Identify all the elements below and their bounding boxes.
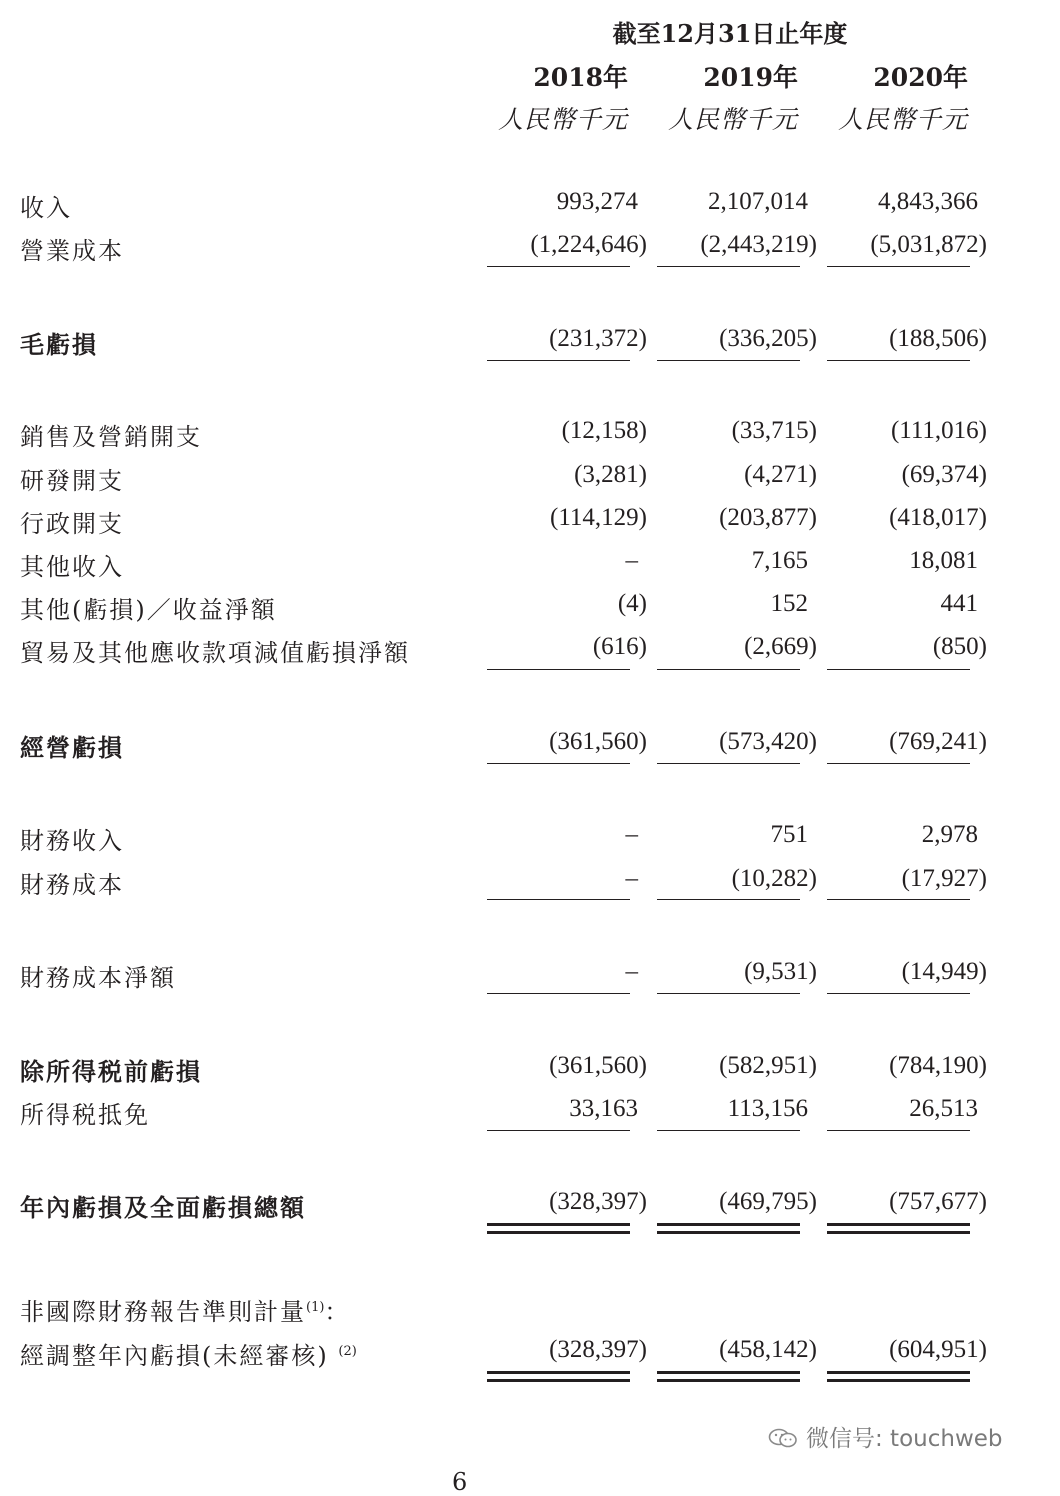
value-2018: (114,129) [550,504,647,531]
row-label: 財務成本 [20,871,124,899]
value-2019: (10,282) [731,865,817,892]
underline [487,899,630,900]
underline [487,669,630,670]
underline [657,899,800,900]
value-2018: 993,274 [556,188,638,215]
value-2018: (361,560) [549,728,647,755]
underline [487,763,630,764]
value-2020: (850) [932,633,987,660]
year-header-2018: 2018年 [533,63,628,92]
underline [657,763,800,764]
row-net-finance-costs [0,958,1060,998]
value-2020: (604,951) [889,1336,987,1363]
row-label: 研發開支 [20,467,124,495]
row-label: 行政開支 [20,510,124,538]
value-2019: 2,107,014 [708,188,808,215]
value-2018: – [625,547,638,574]
value-2020: (69,374) [901,461,987,488]
non-ifrs-label: 非國際財務報告準則計量$^{(1)}$： [20,1298,351,1326]
value-2018: (328,397) [549,1188,647,1215]
row-label: 營業成本 [20,237,124,265]
double-underline [657,1371,800,1382]
underline [487,360,630,361]
value-2019: (9,531) [744,958,817,985]
underline [827,763,970,764]
row-label: 經營虧損 [20,733,124,762]
double-underline [827,1371,970,1382]
row-gross-loss [0,325,1060,365]
value-2019: 751 [770,821,808,848]
value-2018: (3,281) [574,461,647,488]
value-2020: (784,190) [889,1052,987,1079]
footnote-marker: (1) [306,1300,325,1315]
double-underline [827,1223,970,1234]
value-2019: (336,205) [719,325,817,352]
value-2018: 33,163 [569,1095,638,1122]
row-finance-income [0,821,1060,861]
row-admin-expenses [0,504,1060,544]
row-label: 貿易及其他應收款項減值虧損淨額 [20,639,410,667]
value-2018: (361,560) [549,1052,647,1079]
row-total-loss [0,1188,1060,1228]
value-2018: (1,224,646) [530,231,647,258]
row-selling-expenses [0,417,1060,457]
year-header-2020: 2020年 [873,63,968,92]
value-2020: 4,843,366 [878,188,978,215]
value-2018: (231,372) [549,325,647,352]
value-2018: (328,397) [549,1336,647,1363]
double-underline [487,1223,630,1234]
unit-header-2020: 人民幣千元 [837,105,968,134]
value-2020: (17,927) [901,865,987,892]
row-income-tax-credit [0,1095,1060,1135]
row-label: 收入 [20,194,72,222]
row-adjusted-loss [0,1336,1060,1376]
row-loss-before-tax [0,1052,1060,1092]
underline [487,1130,630,1131]
underline [487,266,630,267]
row-label: 年內虧損及全面虧損總額 [20,1193,306,1222]
double-underline [657,1223,800,1234]
value-2019: (203,877) [719,504,817,531]
row-impairment-loss [0,633,1060,673]
underline [827,360,970,361]
value-2019: 152 [770,590,808,617]
underline [657,266,800,267]
underline [827,899,970,900]
row-label: 其他收入 [20,553,124,581]
value-2020: 26,513 [909,1095,978,1122]
value-2020: (769,241) [889,728,987,755]
page-number: 6 [452,1468,468,1496]
underline [657,993,800,994]
non-ifrs-heading [0,1292,1060,1332]
value-2018: – [625,958,638,985]
wechat-watermark [768,1420,1003,1453]
value-2020: (757,677) [889,1188,987,1215]
value-2019: 7,165 [751,547,808,574]
value-2019: 113,156 [727,1095,808,1122]
value-2020: (188,506) [889,325,987,352]
row-cost-of-sales [0,231,1060,271]
underline [657,360,800,361]
underline [827,266,970,267]
underline [657,1130,800,1131]
row-label: 毛虧損 [20,330,98,359]
value-2019: (33,715) [731,417,817,444]
value-2018: – [625,821,638,848]
row-label: 其他(虧損)／收益淨額 [20,596,277,624]
value-2018: – [625,865,638,892]
year-header-2019: 2019年 [703,63,798,92]
underline [487,993,630,994]
unit-header-2018: 人民幣千元 [497,105,628,134]
value-2019: (458,142) [719,1336,817,1363]
row-label: 所得税抵免 [20,1101,150,1129]
underline [657,669,800,670]
value-2020: (418,017) [889,504,987,531]
value-2019: (469,795) [719,1188,817,1215]
value-2020: (5,031,872) [870,231,987,258]
row-revenue [0,188,1060,228]
value-2019: (582,951) [719,1052,817,1079]
row-other-gains [0,590,1060,630]
value-2020: 441 [940,590,978,617]
row-rd-expenses [0,461,1060,501]
underline [827,1130,970,1131]
watermark-text: 微信号: touchweb [806,1426,1003,1452]
value-2018: (12,158) [561,417,647,444]
value-2019: (2,669) [744,633,817,660]
wechat-icon [768,1427,798,1449]
value-2020: (14,949) [901,958,987,985]
double-underline [487,1371,630,1382]
row-operating-loss [0,728,1060,768]
footnote-marker: (2) [338,1344,357,1359]
row-label: 財務收入 [20,827,124,855]
value-2020: (111,016) [890,417,987,444]
value-2019: (573,420) [719,728,817,755]
unit-header-2019: 人民幣千元 [667,105,798,134]
underline [827,993,970,994]
row-label: 財務成本淨額 [20,964,176,992]
value-2019: (2,443,219) [700,231,817,258]
value-2019: (4,271) [744,461,817,488]
row-label: 銷售及營銷開支 [20,423,202,451]
row-label: 除所得税前虧損 [20,1057,202,1086]
row-other-income [0,547,1060,587]
value-2018: (4) [617,590,647,617]
value-2020: 2,978 [921,821,978,848]
value-2018: (616) [592,633,647,660]
period-header: 截至12月31日止年度 [612,19,848,48]
underline [827,669,970,670]
value-2020: 18,081 [909,547,978,574]
row-label: 經調整年內虧損(未經審核) $^{(2)}$ [20,1342,357,1370]
